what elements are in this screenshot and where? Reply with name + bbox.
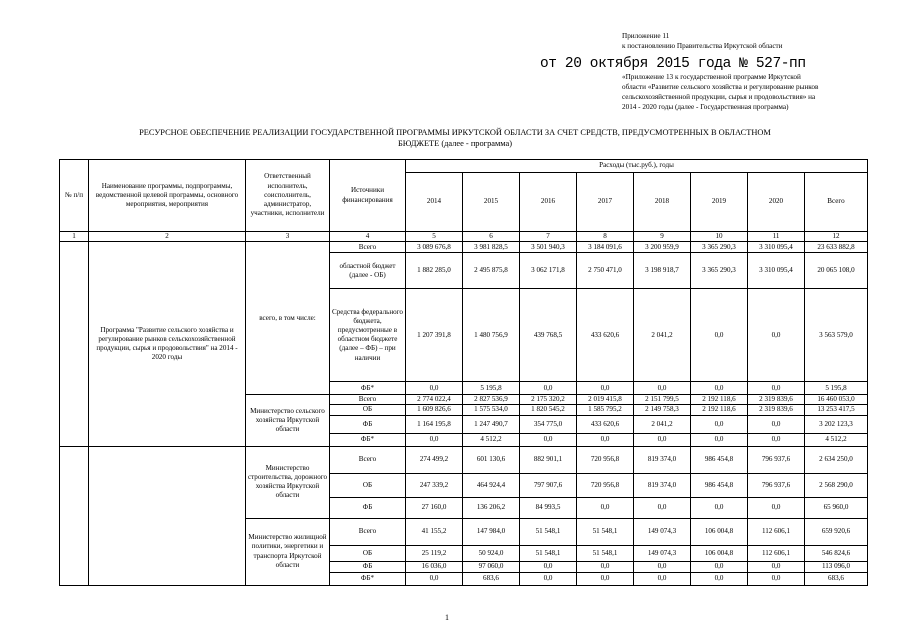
total-cell: 3 563 579,0: [805, 289, 868, 382]
value-cell: 0,0: [520, 561, 577, 572]
value-cell: 274 499,2: [406, 446, 463, 473]
value-cell: 796 937,6: [748, 446, 805, 473]
value-cell: 0,0: [748, 572, 805, 585]
value-cell: 3 089 676,8: [406, 242, 463, 253]
value-cell: 0,0: [634, 561, 691, 572]
title-line-2: БЮДЖЕТЕ (далее - программа): [397, 139, 513, 148]
total-cell: 3 202 123,3: [805, 415, 868, 433]
value-cell: 0,0: [748, 382, 805, 395]
total-cell: 659 920,6: [805, 518, 868, 545]
value-cell: 1 882 285,0: [406, 253, 463, 289]
value-cell: 2 319 839,6: [748, 405, 805, 415]
value-cell: 0,0: [748, 415, 805, 433]
year-header: 2020: [748, 173, 805, 232]
col-num: 1: [60, 232, 89, 242]
header-expenses: Расходы (тыс.руб.), годы: [406, 160, 868, 173]
row-num: [60, 446, 89, 585]
value-cell: 819 374,0: [634, 473, 691, 497]
value-cell: 51 548,1: [520, 545, 577, 561]
value-cell: 0,0: [577, 561, 634, 572]
value-cell: 0,0: [520, 382, 577, 395]
total-cell: 65 960,0: [805, 497, 868, 518]
program-name: Программа "Развитие сельского хозяйства и регулирование рынков сельскохозяйственной продукции, сырья и продовольствия" на 2014 - 2020 годы: [89, 242, 246, 446]
value-cell: 2 827 536,9: [463, 395, 520, 405]
value-cell: 41 155,2: [406, 518, 463, 545]
value-cell: 51 548,1: [577, 545, 634, 561]
table-row: [60, 242, 868, 253]
value-cell: 4 512,2: [463, 433, 520, 446]
source-cell: ФБ*: [330, 433, 406, 446]
value-cell: 2 149 758,3: [634, 405, 691, 415]
value-cell: 0,0: [577, 497, 634, 518]
program-ref-3: сельскохозяйственной продукции, сырья и продовольствия» на: [622, 93, 816, 101]
value-cell: 2 192 118,6: [691, 395, 748, 405]
title-line-1: РЕСУРСНОЕ ОБЕСПЕЧЕНИЕ РЕАЛИЗАЦИИ ГОСУДАРСТВЕННОЙ ПРОГРАММЫ ИРКУТСКОЙ ОБЛАСТИ ЗА СЧЕТ СРЕДСТВ, ПРЕДУСМОТРЕННЫХ В ОБЛАСТНОМ: [139, 128, 771, 137]
source-cell: областной бюджет (далее - ОБ): [330, 253, 406, 289]
value-cell: 0,0: [634, 433, 691, 446]
source-cell: ОБ: [330, 405, 406, 415]
value-cell: 796 937,6: [748, 473, 805, 497]
col-num: 6: [463, 232, 520, 242]
source-cell: ФБ: [330, 497, 406, 518]
total-cell: 16 460 053,0: [805, 395, 868, 405]
header-name: Наименование программы, подпрограммы, ведомственной целевой программы, основного мероприятия, мероприятия: [89, 160, 246, 232]
value-cell: 3 062 171,8: [520, 253, 577, 289]
value-cell: 50 924,0: [463, 545, 520, 561]
value-cell: 0,0: [577, 572, 634, 585]
source-cell: ФБ: [330, 561, 406, 572]
value-cell: 0,0: [748, 497, 805, 518]
value-cell: 0,0: [406, 433, 463, 446]
value-cell: 683,6: [463, 572, 520, 585]
value-cell: 439 768,5: [520, 289, 577, 382]
total-header: Всего: [805, 173, 868, 232]
col-num: 2: [89, 232, 246, 242]
value-cell: 2 041,2: [634, 415, 691, 433]
value-cell: 1 164 195,8: [406, 415, 463, 433]
value-cell: 464 924,4: [463, 473, 520, 497]
value-cell: 0,0: [691, 497, 748, 518]
header-num: № п/п: [60, 160, 89, 232]
value-cell: 433 620,6: [577, 415, 634, 433]
value-cell: 5 195,8: [463, 382, 520, 395]
value-cell: 1 480 756,9: [463, 289, 520, 382]
total-cell: 20 065 108,0: [805, 253, 868, 289]
value-cell: 106 004,8: [691, 545, 748, 561]
value-cell: 0,0: [634, 382, 691, 395]
value-cell: 51 548,1: [577, 518, 634, 545]
value-cell: 0,0: [520, 433, 577, 446]
value-cell: 0,0: [406, 572, 463, 585]
value-cell: 2 151 799,5: [634, 395, 691, 405]
total-cell: 546 824,6: [805, 545, 868, 561]
value-cell: 1 207 391,8: [406, 289, 463, 382]
value-cell: 84 993,5: [520, 497, 577, 518]
resource-table: [59, 159, 868, 586]
program-ref-1: «Приложение 13 к государственной программе Иркутской: [622, 73, 801, 81]
value-cell: 0,0: [691, 289, 748, 382]
value-cell: 25 119,2: [406, 545, 463, 561]
source-cell: ФБ*: [330, 382, 406, 395]
col-num: 12: [805, 232, 868, 242]
document-title: [60, 127, 850, 149]
decree-date: от 20 октября 2015 года № 527-пп: [540, 56, 806, 72]
total-cell: 113 096,0: [805, 561, 868, 572]
value-cell: 0,0: [748, 289, 805, 382]
value-cell: 16 036,0: [406, 561, 463, 572]
total-label: всего, в том числе:: [246, 242, 330, 395]
col-num: 5: [406, 232, 463, 242]
value-cell: 3 310 095,4: [748, 253, 805, 289]
value-cell: 112 606,1: [748, 518, 805, 545]
total-cell: 683,6: [805, 572, 868, 585]
value-cell: 601 130,6: [463, 446, 520, 473]
value-cell: 0,0: [406, 382, 463, 395]
value-cell: 2 175 320,2: [520, 395, 577, 405]
value-cell: 97 060,0: [463, 561, 520, 572]
col-num: 4: [330, 232, 406, 242]
value-cell: 720 956,8: [577, 446, 634, 473]
value-cell: 3 198 918,7: [634, 253, 691, 289]
source-cell: Средства федерального бюджета, предусмотренные в областном бюджете (далее – ФБ) – при наличии: [330, 289, 406, 382]
total-cell: 4 512,2: [805, 433, 868, 446]
ministry-housing: Министерство жилищной политики, энергетики и транспорта Иркутской области: [246, 518, 330, 585]
value-cell: 149 074,3: [634, 518, 691, 545]
program-ref-2: области «Развитие сельского хозяйства и регулирование рынков: [622, 83, 819, 91]
col-num: 10: [691, 232, 748, 242]
value-cell: 2 192 118,6: [691, 405, 748, 415]
value-cell: 51 548,1: [520, 518, 577, 545]
year-header: 2017: [577, 173, 634, 232]
value-cell: 0,0: [691, 433, 748, 446]
value-cell: 112 606,1: [748, 545, 805, 561]
page-number: 1: [445, 613, 449, 622]
value-cell: 149 074,3: [634, 545, 691, 561]
value-cell: 2 019 415,8: [577, 395, 634, 405]
value-cell: 0,0: [520, 572, 577, 585]
value-cell: 1 585 795,2: [577, 405, 634, 415]
year-header: 2015: [463, 173, 520, 232]
source-cell: ОБ: [330, 545, 406, 561]
value-cell: 797 907,6: [520, 473, 577, 497]
value-cell: 0,0: [748, 433, 805, 446]
col-num: 9: [634, 232, 691, 242]
total-cell: 2 634 250,0: [805, 446, 868, 473]
header-row: [60, 160, 868, 173]
source-cell: ФБ*: [330, 572, 406, 585]
row-num: [60, 242, 89, 446]
table-row: [60, 446, 868, 473]
value-cell: 2 041,2: [634, 289, 691, 382]
total-cell: 13 253 417,5: [805, 405, 868, 415]
value-cell: 3 184 091,6: [577, 242, 634, 253]
year-header: 2014: [406, 173, 463, 232]
total-cell: 2 568 290,0: [805, 473, 868, 497]
value-cell: 0,0: [577, 433, 634, 446]
value-cell: 0,0: [691, 561, 748, 572]
value-cell: 0,0: [748, 561, 805, 572]
value-cell: 106 004,8: [691, 518, 748, 545]
source-cell: ФБ: [330, 415, 406, 433]
value-cell: 1 247 490,7: [463, 415, 520, 433]
value-cell: 0,0: [634, 497, 691, 518]
value-cell: 147 984,0: [463, 518, 520, 545]
value-cell: 1 609 826,6: [406, 405, 463, 415]
value-cell: 3 981 828,5: [463, 242, 520, 253]
source-cell: ОБ: [330, 473, 406, 497]
decree-ref: к постановлению Правительства Иркутской области: [622, 42, 783, 50]
value-cell: 986 454,8: [691, 446, 748, 473]
value-cell: 433 620,6: [577, 289, 634, 382]
header-responsible: Ответственный исполнитель, соисполнитель, администратор, участники, исполнители: [246, 160, 330, 232]
value-cell: 2 319 839,6: [748, 395, 805, 405]
value-cell: 3 200 959,9: [634, 242, 691, 253]
value-cell: 0,0: [691, 382, 748, 395]
value-cell: 1 820 545,2: [520, 405, 577, 415]
value-cell: 882 901,1: [520, 446, 577, 473]
col-num: 3: [246, 232, 330, 242]
value-cell: 354 775,0: [520, 415, 577, 433]
header-source: Источники финансирования: [330, 160, 406, 232]
col-num: 7: [520, 232, 577, 242]
appendix-label: Приложение 11: [622, 32, 670, 40]
value-cell: 3 365 290,3: [691, 242, 748, 253]
value-cell: 247 339,2: [406, 473, 463, 497]
year-header: 2019: [691, 173, 748, 232]
program-ref-4: 2014 - 2020 годы (далее - Государственная программа): [622, 103, 789, 111]
source-cell: Всего: [330, 518, 406, 545]
value-cell: 720 956,8: [577, 473, 634, 497]
year-header: 2018: [634, 173, 691, 232]
value-cell: 0,0: [634, 572, 691, 585]
value-cell: 1 575 534,0: [463, 405, 520, 415]
total-cell: 23 633 882,8: [805, 242, 868, 253]
value-cell: 0,0: [691, 415, 748, 433]
value-cell: 986 454,8: [691, 473, 748, 497]
value-cell: 2 774 022,4: [406, 395, 463, 405]
column-numbers-row: [60, 232, 868, 242]
value-cell: 3 501 940,3: [520, 242, 577, 253]
value-cell: 0,0: [691, 572, 748, 585]
col-num: 8: [577, 232, 634, 242]
value-cell: 2 750 471,0: [577, 253, 634, 289]
value-cell: 3 365 290,3: [691, 253, 748, 289]
value-cell: 3 310 095,4: [748, 242, 805, 253]
source-cell: Всего: [330, 395, 406, 405]
subprogram-name: [89, 446, 246, 585]
value-cell: 136 206,2: [463, 497, 520, 518]
value-cell: 2 495 875,8: [463, 253, 520, 289]
col-num: 11: [748, 232, 805, 242]
value-cell: 0,0: [577, 382, 634, 395]
value-cell: 819 374,0: [634, 446, 691, 473]
year-header: 2016: [520, 173, 577, 232]
source-cell: Всего: [330, 242, 406, 253]
source-cell: Всего: [330, 446, 406, 473]
ministry-construction: Министерство строительства, дорожного хозяйства Иркутской области: [246, 446, 330, 518]
value-cell: 27 160,0: [406, 497, 463, 518]
ministry-agriculture: Министерство сельского хозяйства Иркутской области: [246, 395, 330, 446]
total-cell: 5 195,8: [805, 382, 868, 395]
